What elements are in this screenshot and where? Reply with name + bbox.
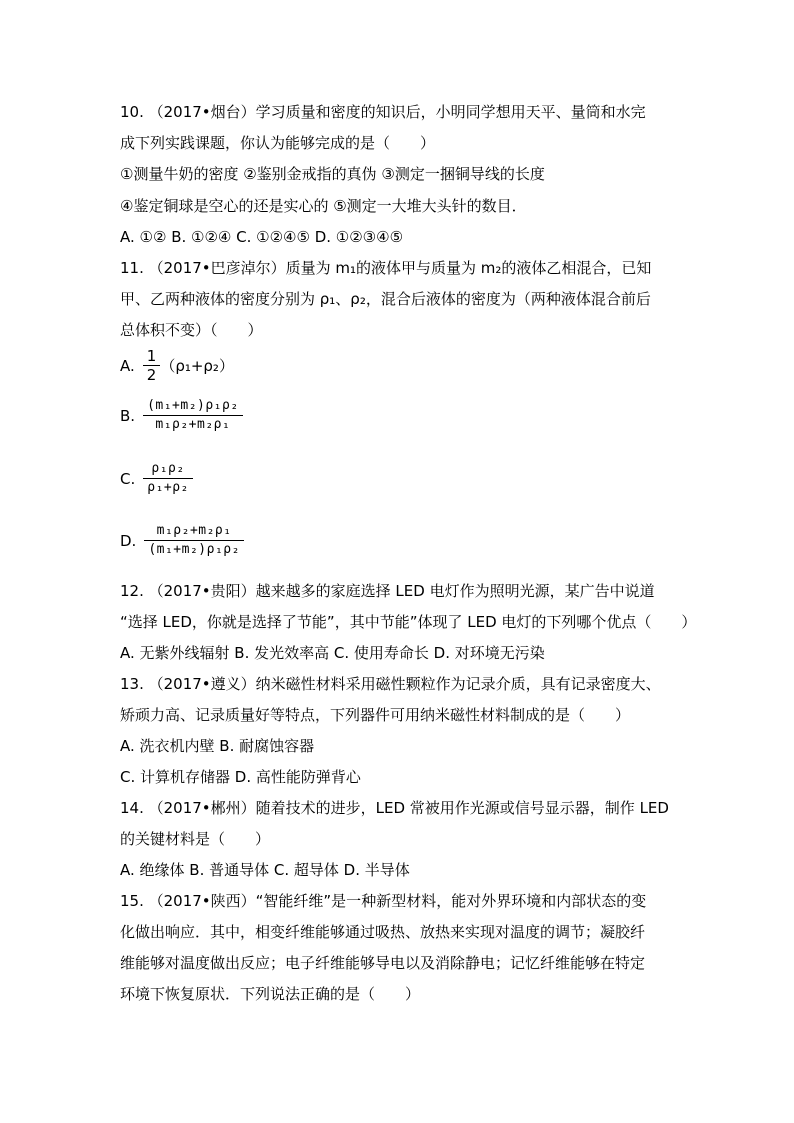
q12-line-2: “选择 LED，你就是选择了节能”，其中节能”体现了 LED 电灯的下列哪个优点（ ） — [120, 613, 697, 631]
q11-option-d — [120, 522, 244, 559]
q13-line-2: 矫顽力高、记录质量好等特点，下列器件可用纳米磁性材料制成的是（ ） — [120, 706, 631, 724]
q15-line-1: 15. （2017•陕西）“智能纤维”是一种新型材料，能对外界环境和内部状态的变 — [120, 892, 647, 910]
q11-option-a-numerator: 1 — [146, 347, 157, 365]
q14-options: A. 绝缘体 B. 普通导体 C. 超导体 D. 半导体 — [120, 861, 410, 879]
q11-option-d-numerator: m₁ρ₂+m₂ρ₁ — [156, 523, 232, 538]
q11-option-a-denominator: 2 — [143, 365, 161, 384]
q14-line-2: 的关键材料是（ ） — [120, 830, 271, 848]
q15-line-4: 环境下恢复原状．下列说法正确的是（ ） — [120, 985, 421, 1003]
q11-option-d-fraction — [144, 522, 244, 559]
q13-options-row-2: C. 计算机存储器 D. 高性能防弹背心 — [120, 768, 361, 786]
q12-line-1: 12. （2017•贵阳）越来越多的家庭选择 LED 电灯作为照明光源，某广告中说道 — [120, 582, 655, 600]
q11-option-a-fraction — [143, 347, 161, 384]
q11-option-d-denominator: (m₁+m₂)ρ₁ρ₂ — [144, 540, 244, 559]
q13-line-1: 13. （2017•遵义）纳米磁性材料采用磁性颗粒作为记录介质，具有记录密度大、 — [120, 675, 661, 693]
q11-option-c-label: C. — [120, 469, 136, 488]
q11-option-a-label: A. — [120, 356, 135, 375]
q11-line-3: 总体积不变）（ ） — [120, 321, 263, 339]
q11-option-d-label: D. — [120, 531, 137, 550]
q10-line-4: ④鉴定铜球是空心的还是实心的 ⑤测定一大堆大头针的数目． — [120, 197, 527, 215]
q10-line-3: ①测量牛奶的密度 ②鉴别金戒指的真伪 ③测定一捆铜导线的长度 — [120, 165, 545, 183]
q11-option-a-rest: （ρ₁+ρ₂） — [160, 357, 234, 375]
q11-line-1: 11. （2017•巴彦淖尔）质量为 m₁的液体甲与质量为 m₂的液体乙相混合，已知 — [120, 259, 652, 277]
q11-option-c-numerator: ρ₁ρ₂ — [151, 461, 185, 476]
q11-option-b-label: B. — [120, 406, 136, 425]
q11-option-c — [120, 460, 193, 497]
q11-option-c-denominator: ρ₁+ρ₂ — [143, 478, 193, 497]
q11-option-a — [120, 347, 234, 384]
q11-option-b — [120, 397, 243, 434]
q14-line-1: 14. （2017•郴州）随着技术的进步，LED 常被用作光源或信号显示器，制作 LED — [120, 799, 669, 817]
q11-option-b-numerator: (m₁+m₂)ρ₁ρ₂ — [147, 398, 239, 413]
q10-line-2: 成下列实践课题，你认为能够完成的是（ ） — [120, 134, 436, 152]
q11-option-c-fraction — [143, 460, 193, 497]
q13-options-row-1: A. 洗衣机内壁 B. 耐腐蚀容器 — [120, 737, 315, 755]
q11-line-2: 甲、乙两种液体的密度分别为 ρ₁、ρ₂，混合后液体的密度为（两种液体混合前后 — [120, 290, 651, 308]
q12-options: A. 无紫外线辐射 B. 发光效率高 C. 使用寿命长 D. 对环境无污染 — [120, 644, 545, 662]
q10-line-1: 10. （2017•烟台）学习质量和密度的知识后，小明同学想用天平、量筒和水完 — [120, 103, 646, 121]
q15-line-2: 化做出响应．其中，相变纤维能够通过吸热、放热来实现对温度的调节；凝胶纤 — [120, 923, 646, 941]
q15-line-3: 维能够对温度做出反应；电子纤维能够导电以及消除静电；记忆纤维能够在特定 — [120, 954, 646, 972]
q11-option-b-fraction — [143, 397, 243, 434]
q10-options: A. ①② B. ①②④ C. ①②④⑤ D. ①②③④⑤ — [120, 228, 404, 246]
q11-option-b-denominator: m₁ρ₂+m₂ρ₁ — [143, 415, 243, 434]
